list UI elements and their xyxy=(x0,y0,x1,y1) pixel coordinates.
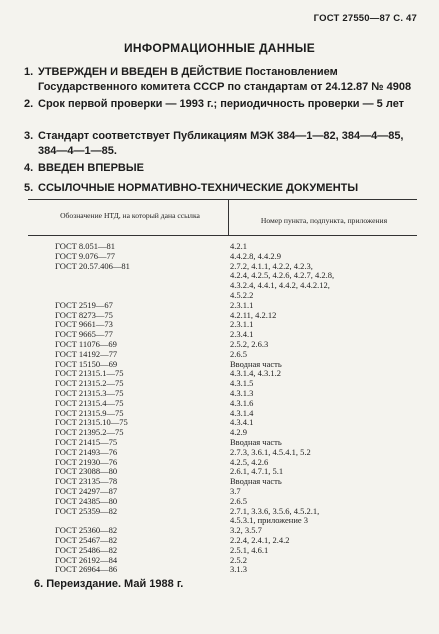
clause-reference: Вводная часть xyxy=(230,358,282,369)
document-designation: ГОСТ 25467—82 xyxy=(55,534,118,545)
clause-reference: 2.7.1, 3.3.6, 3.5.6, 4.5.2.1, xyxy=(230,505,320,516)
document-designation: ГОСТ 24385—80 xyxy=(55,495,118,506)
reference-cell xyxy=(228,556,417,566)
clause-reference: 4.2.11, 4.2.12 xyxy=(230,309,277,320)
document-designation: ГОСТ 21315.2—75 xyxy=(55,378,124,389)
document-designation: ГОСТ 9665—77 xyxy=(55,329,113,340)
item-text: УТВЕРЖДЕН И ВВЕДЕН В ДЕЙСТВИЕ Постановлением Государственного комитета СССР по стандартам от 24.12.87 № 4908 xyxy=(38,66,412,93)
document-designation: ГОСТ 26964—86 xyxy=(55,564,118,575)
document-designation: ГОСТ 9.076—77 xyxy=(55,250,116,261)
item-text: ВВЕДЕН ВПЕРВЫЕ xyxy=(38,162,144,174)
document-designation: ГОСТ 15150—69 xyxy=(55,358,118,369)
document-designation: ГОСТ 21315.10—75 xyxy=(55,417,128,428)
document-designation: ГОСТ 2519—67 xyxy=(55,299,113,310)
clause-reference: 2.6.5 xyxy=(230,348,247,359)
clause-reference: 4.3.1.4 xyxy=(230,407,254,418)
document-designation: ГОСТ 21415—75 xyxy=(55,436,118,447)
clause-reference: 4.2.4, 4.2.5, 4.2.6, 4.2.7, 4.2.8, xyxy=(230,270,335,281)
table-top-rule xyxy=(28,199,417,200)
clause-reference: 4.3.1.6 xyxy=(230,397,254,408)
document-designation: ГОСТ 21315.3—75 xyxy=(55,387,124,398)
item-number: 4. xyxy=(24,162,34,174)
section-title: ИНФОРМАЦИОННЫЕ ДАННЫЕ xyxy=(123,41,316,55)
clause-reference: Вводная часть xyxy=(230,476,282,487)
item-number: 5. xyxy=(24,182,34,194)
clause-reference: 2.3.1.1 xyxy=(230,299,254,310)
reference-cell xyxy=(228,340,417,350)
table-column-divider xyxy=(228,199,229,235)
clause-reference: Вводная часть xyxy=(230,436,282,447)
info-item-3 xyxy=(24,129,418,159)
clause-reference: 4.2.9 xyxy=(230,427,247,438)
reference-cell xyxy=(228,477,417,487)
clause-reference: 4.3.1.5 xyxy=(230,378,254,389)
clause-reference: 2.2.4, 2.4.1, 2.4.2 xyxy=(230,534,290,545)
item-text: ССЫЛОЧНЫЕ НОРМАТИВНО-ТЕХНИЧЕСКИЕ ДОКУМЕНТЫ xyxy=(38,182,359,194)
document-designation: ГОСТ 25360—82 xyxy=(55,525,118,536)
document-designation: ГОСТ 11076—69 xyxy=(55,338,117,349)
reference-cell xyxy=(228,389,417,399)
clause-reference: 2.6.5 xyxy=(230,495,247,506)
info-item-2 xyxy=(24,97,418,112)
document-designation: ГОСТ 25359—82 xyxy=(55,505,118,516)
table-body xyxy=(28,242,417,575)
document-designation: ГОСТ 21493—76 xyxy=(55,446,118,457)
table-header-rule xyxy=(28,235,417,236)
clause-reference: 2.5.2, 2.6.3 xyxy=(230,338,269,349)
document-designation: ГОСТ 26192—84 xyxy=(55,554,118,565)
column-header-reference: Номер пункта, подпункта, приложения xyxy=(260,216,388,225)
clause-reference: 3.2, 3.5.7 xyxy=(230,525,262,536)
document-designation: ГОСТ 9661—73 xyxy=(55,319,113,330)
clause-reference: 4.5.3.1, приложение 3 xyxy=(230,515,309,526)
reference-cell xyxy=(228,379,417,389)
document-designation: ГОСТ 25486—82 xyxy=(55,544,118,555)
document-designation: ГОСТ 23088—80 xyxy=(55,466,118,477)
clause-reference: 2.3.4.1 xyxy=(230,329,254,340)
clause-reference: 4.4.2.8, 4.4.2.9 xyxy=(230,250,281,261)
reference-table xyxy=(28,199,417,575)
clause-reference: 4.5.2.2 xyxy=(230,289,254,300)
reference-cell xyxy=(228,546,417,556)
document-designation: ГОСТ 21315.1—75 xyxy=(55,368,124,379)
page-header: ГОСТ 27550—87 С. 47 xyxy=(313,13,417,24)
document-designation: ГОСТ 21930—76 xyxy=(55,456,118,467)
item-number: 3. xyxy=(24,130,34,142)
document-designation: ГОСТ 14192—77 xyxy=(55,348,118,359)
document-designation: ГОСТ 20.57.406—81 xyxy=(55,260,130,271)
clause-reference: 2.3.1.1 xyxy=(230,319,254,330)
clause-reference: 2.5.2 xyxy=(230,554,247,565)
reference-cell xyxy=(228,487,417,497)
column-header-document: Обозначение НТД, на который дана ссылка xyxy=(60,211,200,220)
clause-reference: 4.2.1 xyxy=(230,241,247,251)
table-row xyxy=(28,565,417,575)
reference-cell xyxy=(228,409,417,419)
clause-reference: 2.7.3, 3.6.1, 4.5.4.1, 5.2 xyxy=(230,446,311,457)
info-item-4 xyxy=(24,161,418,176)
item-text: Стандарт соответствует Публикациям МЭК 384—1—82, 384—4—85, 384—4—1—85. xyxy=(38,130,404,157)
item-number: 2. xyxy=(24,98,34,110)
item-number: 1. xyxy=(24,66,34,78)
clause-reference: 2.6.1, 4.7.1, 5.1 xyxy=(230,466,284,477)
item-text: Срок первой проверки — 1993 г.; периодичность проверки — 5 лет xyxy=(38,98,405,110)
clause-reference: 4.3.1.3 xyxy=(230,387,254,398)
document-designation: ГОСТ 8.051—81 xyxy=(55,241,116,251)
reference-cell xyxy=(228,418,417,428)
document-designation: ГОСТ 23135—78 xyxy=(55,476,118,487)
document-designation: ГОСТ 21395.2—75 xyxy=(55,427,124,438)
clause-reference: 3.1.3 xyxy=(230,564,247,575)
clause-reference: 2.5.1, 4.6.1 xyxy=(230,544,269,555)
document-designation: ГОСТ 8273—75 xyxy=(55,309,113,320)
reference-cell xyxy=(228,507,417,527)
reference-cell xyxy=(228,369,417,379)
document-designation: ГОСТ 21315.4—75 xyxy=(55,397,124,408)
clause-reference: 2.7.2, 4.1.1, 4.2.2, 4.2.3, xyxy=(230,260,313,271)
reference-cell xyxy=(228,262,417,301)
info-item-5 xyxy=(24,181,418,196)
reissue-note: 6. Переиздание. Май 1988 г. xyxy=(34,578,184,590)
clause-reference: 4.3.1.4, 4.3.1.2 xyxy=(230,368,281,379)
clause-reference: 3.7 xyxy=(230,485,241,496)
reference-cell xyxy=(228,565,417,575)
clause-reference: 4.3.2.4, 4.4.1, 4.4.2, 4.4.2.12, xyxy=(230,280,330,291)
document-designation: ГОСТ 24297—87 xyxy=(55,485,118,496)
table-row xyxy=(28,262,417,301)
document-designation: ГОСТ 21315.9—75 xyxy=(55,407,124,418)
reference-cell xyxy=(228,320,417,330)
reference-cell xyxy=(228,311,417,321)
table-row xyxy=(28,507,417,527)
info-item-1 xyxy=(24,65,418,95)
reference-cell xyxy=(228,399,417,409)
clause-reference: 4.2.5, 4.2.6 xyxy=(230,456,269,467)
clause-reference: 4.3.4.1 xyxy=(230,417,254,428)
